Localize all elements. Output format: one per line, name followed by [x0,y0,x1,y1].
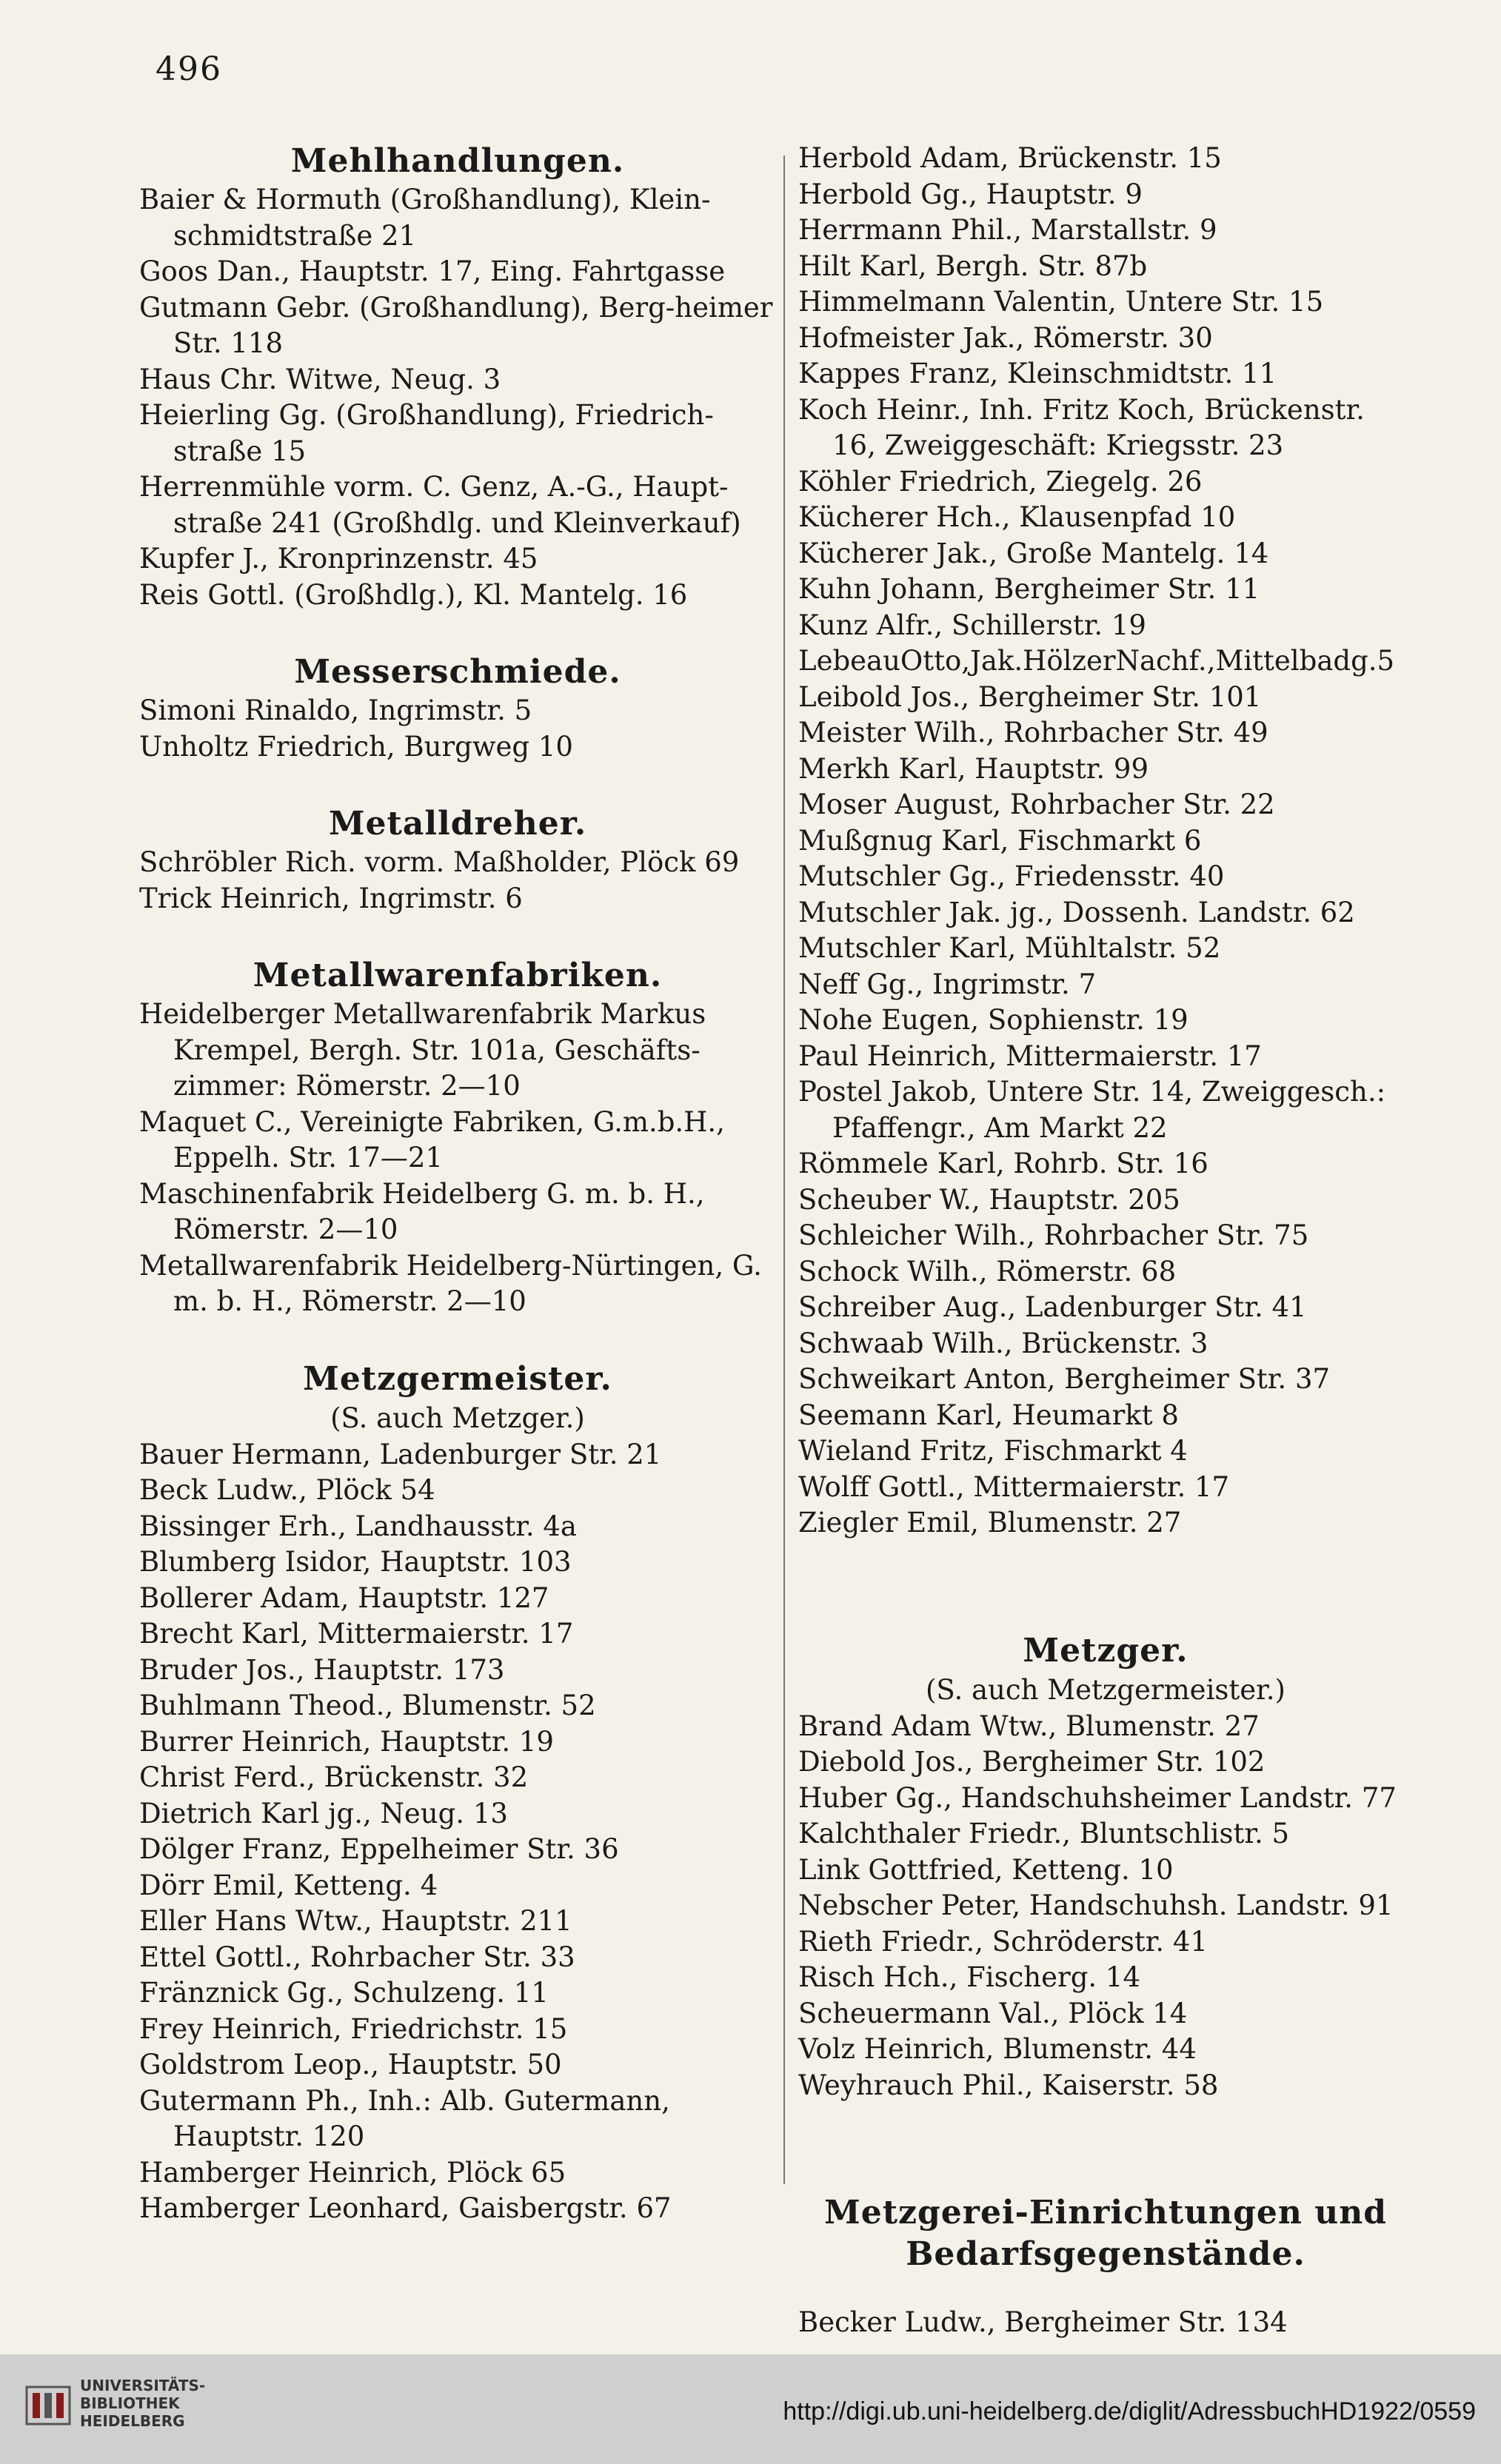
directory-entry: Burrer Heinrich, Hauptstr. 19 [139,1725,554,1758]
left-column [139,141,776,2227]
footer-bar [0,2354,1501,2464]
directory-entry: Simoni Rinaldo, Ingrimstr. 5 [139,694,532,726]
directory-entry: Kücherer Hch., Klausenpfad 10 [798,501,1236,533]
directory-entry: Eller Hans Wtw., Hauptstr. 211 [139,1905,572,1937]
directory-entry: Goldstrom Leop., Hauptstr. 50 [139,2049,562,2080]
spacer [139,1320,776,1359]
directory-entry: Herbold Gg., Hauptstr. 9 [798,178,1143,210]
directory-entry: Frey Heinrich, Friedrichstr. 15 [139,2012,568,2045]
directory-entry: Volz Heinrich, Blumenstr. 44 [798,2033,1197,2065]
directory-entry: Scheuermann Val., Plöck 14 [798,1997,1188,2029]
directory-entry: Risch Hch., Fischerg. 14 [798,1961,1141,1993]
directory-entry: Römmele Karl, Rohrb. Str. 16 [798,1148,1209,1179]
directory-entry: Paul Heinrich, Mittermaierstr. 17 [798,1040,1262,1072]
directory-entry: Schreiber Aug., Ladenburger Str. 41 [798,1291,1307,1323]
section-note: (S. auch Metzger.) [330,1402,585,1434]
spacer [798,1541,1413,1630]
directory-entry: Scheuber W., Hauptstr. 205 [798,1183,1180,1216]
directory-entry: Goos Dan., Hauptstr. 17, Eing. Fahrtgasse [139,255,726,287]
directory-entry: Leibold Jos., Bergheimer Str. 101 [798,680,1262,713]
directory-entry: Köhler Friedrich, Ziegelg. 26 [798,465,1203,498]
directory-entry: Dörr Emil, Ketteng. 4 [139,1869,438,1901]
directory-entry: Koch Heinr., Inh. Fritz Koch, Brückenstr. 16, Zweiggeschäft: Kriegsstr. 23 [798,393,1365,461]
directory-entry: Dietrich Karl jg., Neug. 13 [139,1797,508,1829]
directory-entry: Becker Ludw., Bergheimer Str. 134 [798,2306,1288,2338]
spacer [139,765,776,803]
directory-entry: Mutschler Jak. jg., Dossenh. Landstr. 62 [798,896,1355,928]
directory-entry: Ziegler Emil, Blumenstr. 27 [798,1507,1182,1539]
directory-entry: Nebscher Peter, Handschuhsh. Landstr. 91 [798,1889,1394,1921]
directory-entry: Mußgnug Karl, Fischmarkt 6 [798,824,1202,857]
directory-entry: Heierling Gg. (Großhandlung), Friedrich-straße 15 [139,399,714,467]
directory-entry: Bissinger Erh., Landhausstr. 4a [139,1510,577,1542]
directory-entry: Hamberger Leonhard, Gaisbergstr. 67 [139,2192,672,2224]
directory-entry: Brecht Karl, Mittermaierstr. 17 [139,1618,574,1650]
library-name-line: HEIDELBERG [80,2412,185,2430]
directory-entry: Kunz Alfr., Schillerstr. 19 [798,609,1146,641]
directory-entry: Beck Ludw., Plöck 54 [139,1474,435,1506]
section-note: (S. auch Metzgermeister.) [926,1673,1286,1706]
directory-entry: Maschinenfabrik Heidelberg G. m. b. H., Römerstr. 2—10 [139,1177,705,1245]
column-divider [783,155,785,2184]
directory-entry: Bollerer Adam, Hauptstr. 127 [139,1581,549,1614]
directory-entry: Bauer Hermann, Ladenburger Str. 21 [139,1438,662,1470]
directory-entry: Reis Gottl. (Großhdlg.), Kl. Mantelg. 16 [139,578,688,611]
section-heading: Messerschmiede. [294,653,621,691]
directory-entry: Fränznick Gg., Schulzeng. 11 [139,1977,549,2009]
directory-entry: Schweikart Anton, Bergheimer Str. 37 [798,1363,1331,1395]
directory-entry: Baier & Hormuth (Großhandlung), Klein-schmidtstraße 21 [139,184,711,252]
directory-entry: Weyhrauch Phil., Kaiserstr. 58 [798,2069,1219,2101]
directory-entry: Blumberg Isidor, Hauptstr. 103 [139,1546,572,1578]
directory-entry: Wolff Gottl., Mittermaierstr. 17 [798,1470,1230,1503]
section-heading: Mehlhandlungen. [290,142,625,180]
directory-entry: Nohe Eugen, Sophienstr. 19 [798,1004,1189,1036]
directory-entry: Kappes Franz, Kleinschmidtstr. 11 [798,358,1277,389]
directory-entry: Herrenmühle vorm. C. Genz, A.-G., Haupt-straße 241 (Großhdlg. und Kleinverkauf) [139,471,741,539]
directory-entry: Brand Adam Wtw., Blumenstr. 27 [798,1710,1260,1742]
library-name-line: UNIVERSITÄTS- [80,2377,206,2394]
directory-entry: Schwaab Wilh., Brückenstr. 3 [798,1327,1209,1359]
directory-entry: Schleicher Wilh., Rohrbacher Str. 75 [798,1219,1309,1251]
directory-entry: Kalchthaler Friedr., Bluntschlistr. 5 [798,1818,1290,1849]
directory-entry: Dölger Franz, Eppelheimer Str. 36 [139,1833,619,1865]
directory-entry: Christ Ferd., Brückenstr. 32 [139,1761,529,1793]
spacer [139,917,776,955]
directory-entry: Wieland Fritz, Fischmarkt 4 [798,1435,1188,1467]
source-url[interactable]: http://digi.ub.uni-heidelberg.de/diglit/AdressbuchHD1922/0559 [783,2397,1476,2426]
directory-entry: Kupfer J., Kronprinzenstr. 45 [139,543,538,575]
directory-entry: Neff Gg., Ingrimstr. 7 [798,968,1097,1000]
section-heading: Metalldreher. [328,805,587,843]
directory-entry: Maquet C., Vereinigte Fabriken, G.m.b.H., Eppelh. Str. 17—21 [139,1105,725,1174]
directory-entry: Mutschler Gg., Friedensstr. 40 [798,860,1225,892]
section-heading: Metzgermeister. [303,1359,612,1398]
directory-entry: Schröbler Rich. vorm. Maßholder, Plöck 69 [139,846,740,878]
directory-entry: Schock Wilh., Römerstr. 68 [798,1255,1177,1288]
spacer [139,613,776,652]
directory-entry: Seemann Karl, Heumarkt 8 [798,1399,1179,1431]
directory-entry: Mutschler Karl, Mühltalstr. 52 [798,932,1221,964]
directory-entry: Merkh Karl, Hauptstr. 99 [798,752,1149,785]
directory-entry: Herbold Adam, Brückenstr. 15 [798,142,1222,174]
directory-entry: Kuhn Johann, Bergheimer Str. 11 [798,573,1260,605]
section-heading: Metallwarenfabriken. [253,957,663,994]
spacer [798,2275,1413,2305]
directory-entry: Rieth Friedr., Schröderstr. 41 [798,1925,1208,1958]
directory-entry: Hilt Karl, Bergh. Str. 87b [798,250,1148,282]
directory-entry: Trick Heinrich, Ingrimstr. 6 [139,882,523,914]
directory-entry: Himmelmann Valentin, Untere Str. 15 [798,286,1324,318]
library-name [80,2377,205,2430]
page-number: 496 [156,50,222,88]
directory-entry: Gutermann Ph., Inh.: Alb. Gutermann, Hauptstr. 120 [139,2084,670,2152]
directory-entry: Diebold Jos., Bergheimer Str. 102 [798,1746,1266,1778]
spacer [798,2103,1413,2192]
directory-entry: Meister Wilh., Rohrbacher Str. 49 [798,717,1268,749]
directory-entry: Unholtz Friedrich, Burgweg 10 [139,730,573,763]
directory-entry: Hofmeister Jak., Römerstr. 30 [798,321,1213,354]
directory-entry: Link Gottfried, Ketteng. 10 [798,1853,1174,1886]
library-name-line: BIBLIOTHEK [80,2394,180,2412]
directory-entry: Herrmann Phil., Marstallstr. 9 [798,214,1217,246]
directory-entry: Metallwarenfabrik Heidelberg-Nürtingen, G. m. b. H., Römerstr. 2—10 [139,1249,762,1317]
directory-entry: Kücherer Jak., Große Mantelg. 14 [798,537,1269,569]
right-column [798,141,1413,2341]
directory-entry: Haus Chr. Witwe, Neug. 3 [139,363,501,395]
directory-entry: Huber Gg., Handschuhsheimer Landstr. 77 [798,1781,1397,1814]
directory-entry: Buhlmann Theod., Blumenstr. 52 [139,1690,596,1721]
directory-entry: Bruder Jos., Hauptstr. 173 [139,1653,505,1686]
directory-entry: Heidelberger Metallwarenfabrik Markus Krempel, Bergh. Str. 101a, Geschäfts-zimmer: Römerstr. 2—10 [139,998,706,1102]
directory-entry: LebeauOtto,Jak.HölzerNachf.,Mittelbadg.5 [798,645,1395,677]
directory-entry: Moser August, Rohrbacher Str. 22 [798,789,1275,820]
section-heading: Metzger. [1023,1631,1189,1670]
directory-entry: Gutmann Gebr. (Großhandlung), Berg-heimer Str. 118 [139,291,773,359]
directory-entry: Postel Jakob, Untere Str. 14, Zweiggesch.: Pfaffengr., Am Markt 22 [798,1076,1386,1144]
directory-entry: Ettel Gottl., Rohrbacher Str. 33 [139,1941,575,1973]
directory-entry: Hamberger Heinrich, Plöck 65 [139,2156,566,2189]
section-heading: Metzgerei-Einrichtungen und Bedarfsgegenstände. [824,2194,1387,2273]
library-logo-icon [22,2380,74,2431]
